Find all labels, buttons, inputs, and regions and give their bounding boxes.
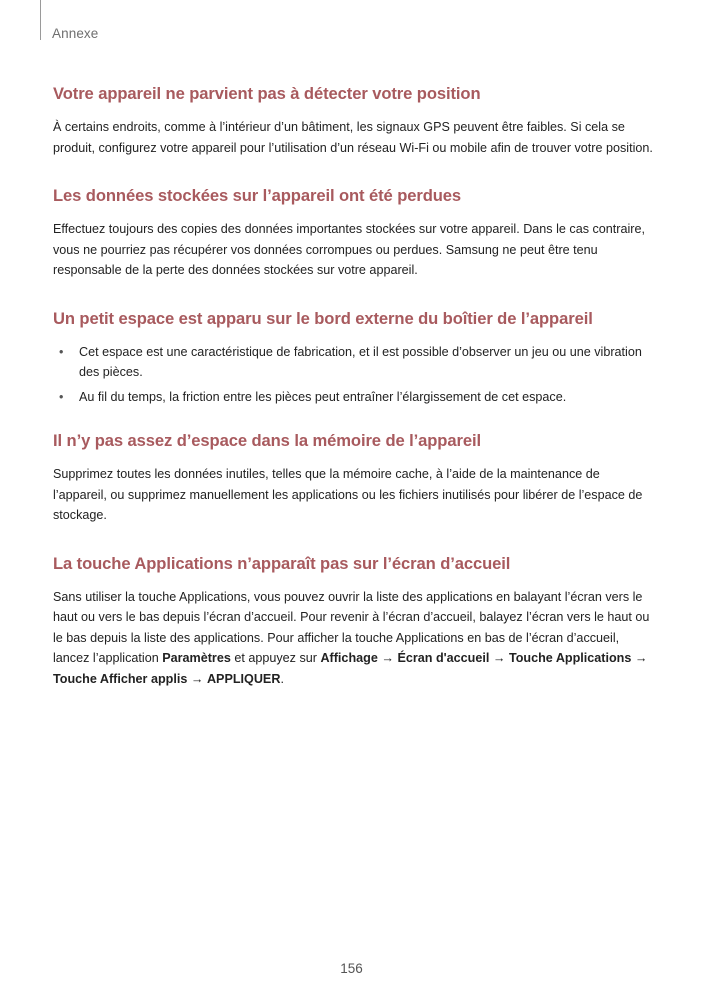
menu-path-apps-button: Touche Applications	[508, 651, 632, 665]
bullet-icon: •	[59, 344, 64, 359]
list-item-text: Au fil du temps, la friction entre les pièces peut entraîner l’élargissement de cet espace.	[79, 389, 567, 404]
menu-path-home-screen: Écran d'accueil	[397, 651, 490, 665]
paragraph-text: Sans utiliser la touche Applications, vous pouvez ouvrir la liste des applications en balayant l’écran vers le haut ou vers le bas depuis l’écran d’accueil. Pour revenir à l’écran d’accueil, balayez l’écran vers le haut ou le bas depuis la liste des applications. Pour afficher la touche Applications en bas de l’écran d’accueil, lancez l’application	[53, 589, 650, 665]
bullet-icon: •	[59, 389, 64, 404]
section-heading: Il n’y pas assez d’espace dans la mémoire de l’appareil	[53, 431, 481, 450]
menu-path-apply: APPLIQUER	[206, 671, 281, 686]
paragraph-text: .	[280, 671, 284, 686]
section-storage	[53, 430, 653, 526]
list-item-text: Cet espace est une caractéristique de fabrication, et il est possible d’observer un jeu ou une vibration des pièces.	[79, 344, 642, 379]
margin-rule	[40, 0, 41, 40]
section-paragraph: Effectuez toujours des copies des données importantes stockées sur votre appareil. Dans le cas contraire, vous ne pourriez pas récupérer vos données corrompues ou perdues. Samsung ne peut être tenu responsable de la perte des données stockées sur votre appareil.	[53, 222, 645, 277]
section-heading: Les données stockées sur l’appareil ont été perdues	[53, 186, 462, 205]
list-item	[53, 387, 653, 408]
section-heading: La touche Applications n’apparaît pas sur l’écran d’accueil	[53, 553, 511, 573]
section-paragraph: Supprimez toutes les données inutiles, telles que la mémoire cache, à l’aide de la maintenance de l’appareil, ou supprimez manuellement les applications ou les fichiers inutilisés pour libérer de l’espace de stockage.	[53, 467, 643, 522]
chapter-title: Annexe	[52, 26, 99, 41]
section-heading: Votre appareil ne parvient pas à détecter votre position	[53, 84, 481, 103]
page-number: 156	[340, 961, 363, 976]
section-data-lost	[53, 185, 653, 281]
arrow-icon: →	[489, 651, 509, 665]
section-paragraph	[53, 587, 653, 690]
menu-path-display: Affichage	[320, 651, 378, 665]
section-heading: Un petit espace est apparu sur le bord externe du boîtier de l’appareil	[53, 308, 593, 328]
bullet-list	[53, 342, 653, 408]
section-gap-casing	[53, 308, 653, 408]
menu-path-settings: Paramètres	[162, 651, 231, 665]
page-content	[53, 83, 653, 716]
section-location	[53, 83, 653, 158]
arrow-icon: →	[187, 671, 207, 686]
arrow-icon: →	[631, 651, 648, 665]
list-item	[53, 342, 653, 383]
menu-path-show-apps-button: Touche Afficher applis	[53, 671, 188, 686]
arrow-icon: →	[377, 651, 398, 665]
section-paragraph: À certains endroits, comme à l’intérieur d’un bâtiment, les signaux GPS peuvent être faibles. Si cela se produit, configurez votre appareil pour l’utilisation d’un réseau Wi-Fi ou mobile afin de trouver votre position.	[53, 120, 653, 155]
section-apps-key	[53, 553, 653, 690]
paragraph-text: et appuyez sur	[230, 651, 321, 665]
